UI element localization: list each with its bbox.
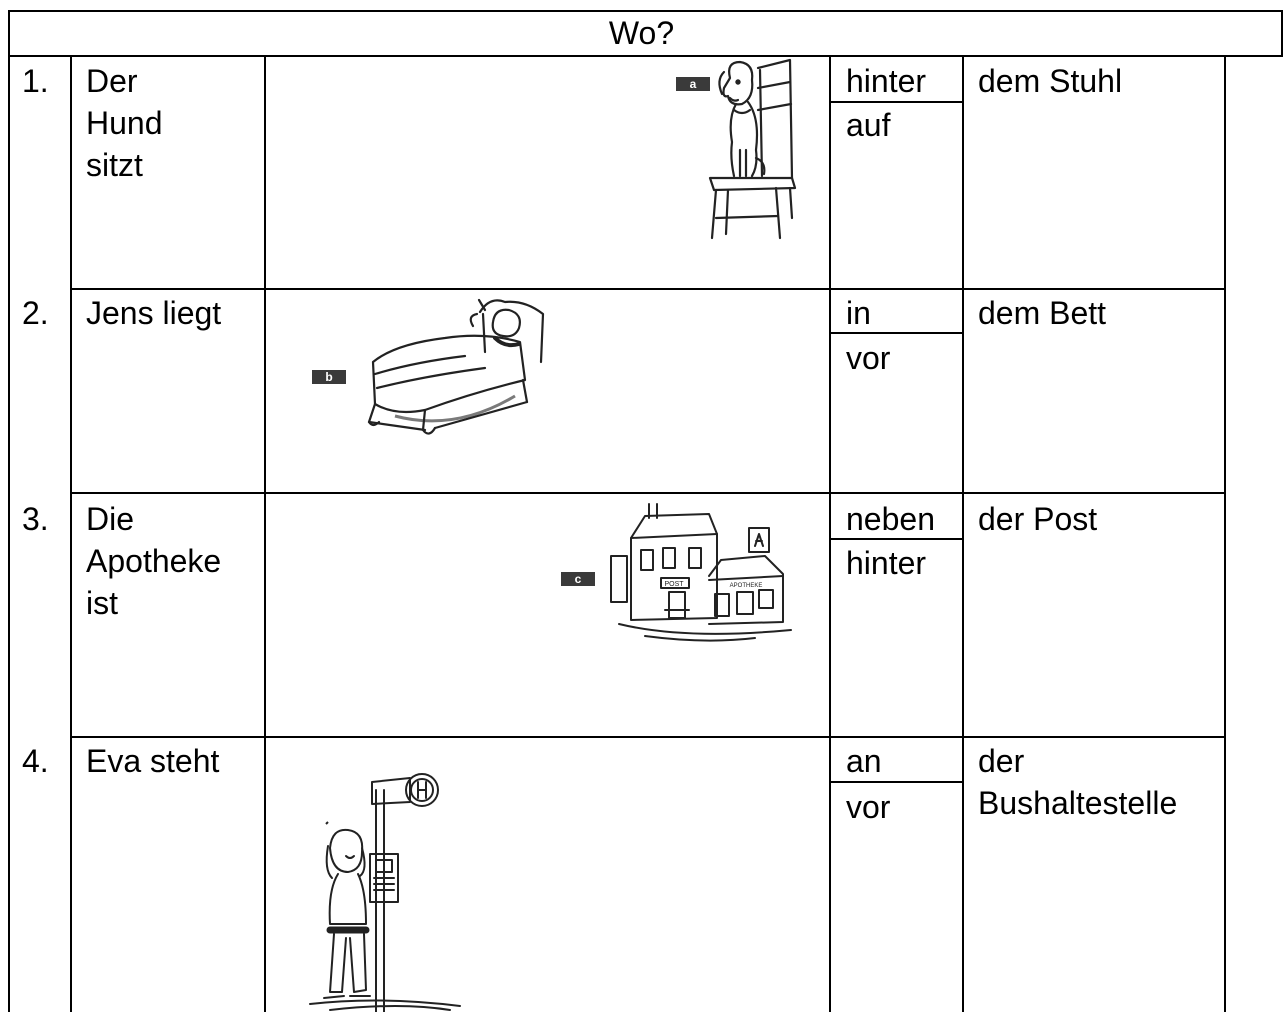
row-subject: Jens liegt [86, 295, 222, 331]
girl-at-bus-stop-illustration [310, 760, 460, 1012]
dog-on-chair-illustration [700, 58, 810, 243]
row-subject: Die Apotheke ist [86, 501, 222, 621]
subject-column-border [264, 55, 266, 1012]
image-label-badge: c [561, 572, 595, 586]
post-sign-text: POST [664, 581, 684, 588]
person-in-bed-illustration [355, 292, 555, 442]
row-2-bottom-border [70, 492, 1226, 494]
row-object: der Bushaltestelle [978, 743, 1178, 821]
image-label-badge: a [676, 77, 710, 91]
image-label-badge: b [312, 370, 346, 384]
picture-column-border [829, 55, 831, 1012]
row-object: der Post [978, 501, 1098, 537]
preposition-option: an [846, 743, 882, 779]
row-1-bottom-border [70, 288, 1226, 290]
preposition-option: auf [846, 107, 891, 143]
row-3-bottom-border [70, 736, 1226, 738]
row-number: 3. [22, 501, 49, 537]
preposition-column-border [962, 55, 964, 1012]
post-office-and-pharmacy-illustration [605, 498, 795, 648]
object-column-border [1224, 55, 1226, 1012]
row-object: dem Bett [978, 295, 1107, 331]
row-object: dem Stuhl [978, 63, 1123, 99]
header-row-border [8, 55, 1283, 57]
preposition-option: vor [846, 340, 891, 376]
pharmacy-sign-text: APOTHEKE [729, 583, 763, 589]
table-title: Wo? [608, 15, 675, 51]
row-number: 1. [22, 63, 49, 99]
preposition-option: hinter [846, 545, 927, 581]
row-subject: Eva steht [86, 743, 220, 779]
row-subject: Der Hund sitzt [86, 63, 163, 183]
preposition-option: neben [846, 501, 935, 537]
row-number: 2. [22, 295, 49, 331]
preposition-option: vor [846, 789, 891, 825]
preposition-option: hinter [846, 63, 927, 99]
table-left-border [8, 10, 10, 1012]
number-column-border [70, 55, 72, 1012]
preposition-option: in [846, 295, 871, 331]
row-number: 4. [22, 743, 49, 779]
